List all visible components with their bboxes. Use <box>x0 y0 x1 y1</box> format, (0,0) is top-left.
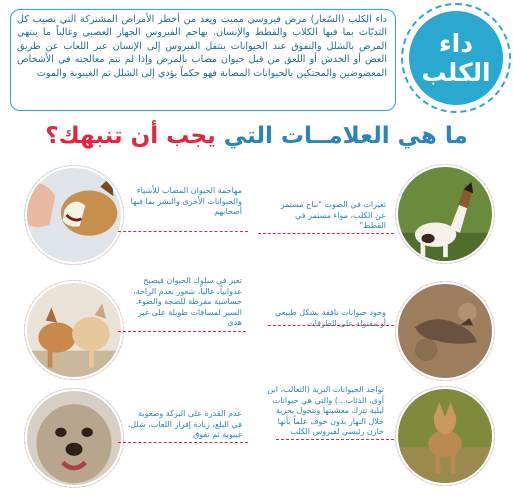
title-line-2: الكلب <box>421 58 491 87</box>
sick-dog-icon <box>27 391 121 485</box>
caption-wild-animals: تواجد الحيوانات البرية (الثعالب، ابن آوى، الذئاب...) والتي هي حيوانات ليلية تترك معشيتها وتتجول بحرية خلال النهار بدون خوف علماً بأنها خازن رئيسي لفيروس الكلب <box>267 385 384 437</box>
fighting-dogs-icon <box>27 283 121 377</box>
howling-dog-icon <box>398 167 492 261</box>
question-part-1: ما هي العلامــات التي <box>223 123 468 149</box>
connector-behavior-change <box>118 331 246 332</box>
caption-dead-animals: وجود حيوانات نافقة بشكل طبيعي أو مقتولة على الطرقات <box>275 308 386 328</box>
dead-animal-icon <box>398 284 492 378</box>
intro-box <box>10 9 396 111</box>
aggressive-dog-icon <box>27 168 121 262</box>
connector-wild-animals <box>276 439 394 440</box>
photo-jackal <box>396 387 494 485</box>
connector-aggression <box>118 231 248 232</box>
caption-paralysis: عدم القدرة على البركة وصعوبة في البلع، زيادة إفراز اللعاب، شلل، غيبوبة ثم نفوق <box>127 409 242 440</box>
intro-text: داء الكلب (السُعار) مرض فيروسي مميت ويعد من أخطر الأمراض المشتركة التي تصيب كل الثديّات بما فيها الكلاب والقطط والإنسان. يهاجم الفيروس الجهاز العصبي وغالباً ما ينتهي المرض بالشلل والنفوق عند الحيوانات ينتقل الفيروس إلى الإنسان عبر اللعاب عن طريق العض أو الخدش أو اللعق من قبل حيوان مصاب بالمرض وإذا لم تتم معالجته في الأشخاص المعضوضين والمحتكين بالحيوانات المصابة فهو حكماً يؤدي إلى الشلل ثم الغيبوبة والموت <box>17 14 387 79</box>
jackal-icon <box>398 389 492 483</box>
question-heading <box>0 116 513 156</box>
question-part-2: يجب أن تنبهك؟ <box>45 123 216 149</box>
title-line-1: داء <box>438 29 474 58</box>
caption-aggression: مهاجمة الحيوان المصاب للأشياء والحيوانات الأخرى والبشر بما فيها أصحابهم <box>130 186 242 217</box>
connector-dead-animals <box>268 325 394 326</box>
photo-sick-dog <box>25 389 123 487</box>
connector-sound-change <box>258 233 394 234</box>
photo-dead-animal <box>396 282 494 380</box>
photo-howling-dog <box>396 165 494 263</box>
title-badge <box>409 11 503 105</box>
caption-sound-change: تغيرات في الصوت "نباح مستمر عن الكلب، مواء مستمر في القطط" <box>280 200 386 231</box>
caption-behavior-change: تغير في سلوك الحيوان فيصبح عدوانياً، عالياً، شعور بعدم الراحة، حساسية مفرطة للضجة والضوء، السير لمسافات طويلة على غير هدى <box>133 276 242 328</box>
photo-aggressive-dog <box>25 166 123 264</box>
connector-paralysis <box>118 442 248 443</box>
photo-fighting-dogs <box>25 281 123 379</box>
